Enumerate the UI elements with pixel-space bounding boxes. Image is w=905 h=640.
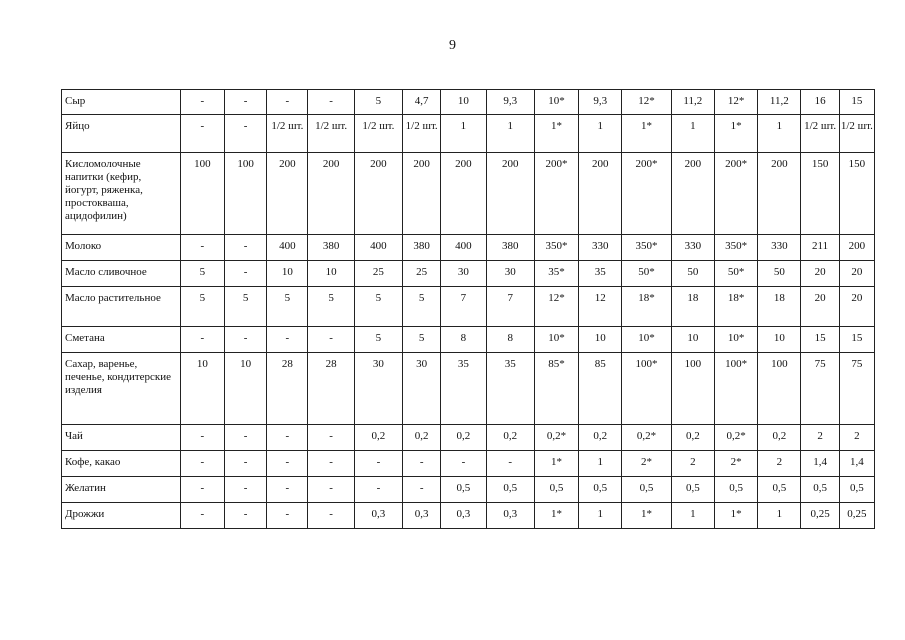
table-cell: 2 — [801, 425, 839, 451]
table-cell: 0,3 — [486, 503, 534, 529]
table-cell: 5 — [224, 287, 266, 327]
table-cell: 0,2 — [671, 425, 714, 451]
table-cell: - — [180, 477, 224, 503]
table-cell: 100 — [671, 353, 714, 425]
table-cell: 15 — [839, 327, 874, 353]
table-row — [62, 261, 875, 287]
table-cell: 400 — [354, 235, 402, 261]
table-cell: 0,5 — [579, 477, 622, 503]
table-cell: - — [224, 115, 266, 153]
table-row — [62, 353, 875, 425]
table-cell: 211 — [801, 235, 839, 261]
table-cell: 9,3 — [579, 90, 622, 115]
table-cell: 1 — [758, 115, 801, 153]
table-cell: 0,5 — [671, 477, 714, 503]
table-cell: 35 — [486, 353, 534, 425]
table-cell: - — [441, 451, 486, 477]
table-cell: 380 — [486, 235, 534, 261]
table-cell: 2* — [622, 451, 671, 477]
table-cell: 0,3 — [403, 503, 441, 529]
row-label: Сахар, варенье, печенье, кондитерские изделия — [62, 353, 181, 425]
row-label: Желатин — [62, 477, 181, 503]
table-cell: - — [308, 425, 354, 451]
table-cell: 11,2 — [671, 90, 714, 115]
table-cell: - — [224, 451, 266, 477]
table-cell: - — [308, 90, 354, 115]
table-cell: 1/2 шт. — [267, 115, 308, 153]
table-row — [62, 327, 875, 353]
table-cell: 330 — [671, 235, 714, 261]
table-cell: 50 — [758, 261, 801, 287]
table-cell: 150 — [839, 153, 874, 235]
table-cell: - — [180, 115, 224, 153]
table-cell: 380 — [308, 235, 354, 261]
table-cell: 50* — [622, 261, 671, 287]
table-cell: 2 — [671, 451, 714, 477]
table-cell: 5 — [180, 261, 224, 287]
row-label: Сметана — [62, 327, 181, 353]
table-cell: 0,2 — [758, 425, 801, 451]
table-row — [62, 425, 875, 451]
table-cell: - — [224, 90, 266, 115]
table-cell: 200 — [441, 153, 486, 235]
table-cell: 11,2 — [758, 90, 801, 115]
table-cell: 12 — [579, 287, 622, 327]
row-label: Сыр — [62, 90, 181, 115]
table-cell: 8 — [441, 327, 486, 353]
table-cell: 200* — [622, 153, 671, 235]
table-cell: 4,7 — [403, 90, 441, 115]
table-cell: - — [354, 451, 402, 477]
table-cell: 200* — [714, 153, 757, 235]
table-cell: 50 — [671, 261, 714, 287]
table-cell: 5 — [354, 327, 402, 353]
table-cell: 0,5 — [622, 477, 671, 503]
table-cell: 10* — [534, 90, 578, 115]
row-label: Молоко — [62, 235, 181, 261]
table-cell: 0,25 — [801, 503, 839, 529]
table-cell: - — [180, 503, 224, 529]
table-cell: 30 — [354, 353, 402, 425]
table-cell: 35 — [441, 353, 486, 425]
table-cell: 0,5 — [839, 477, 874, 503]
table-cell: - — [486, 451, 534, 477]
table-cell: 200 — [486, 153, 534, 235]
row-label: Масло растительное — [62, 287, 181, 327]
row-label: Масло сливочное — [62, 261, 181, 287]
table-row — [62, 153, 875, 235]
table-cell: 0,5 — [714, 477, 757, 503]
table-cell: 0,5 — [758, 477, 801, 503]
table-row — [62, 451, 875, 477]
table-cell: 12* — [714, 90, 757, 115]
table-cell: 30 — [486, 261, 534, 287]
table-cell: 12* — [622, 90, 671, 115]
table-cell: 30 — [403, 353, 441, 425]
table-cell: - — [224, 477, 266, 503]
table-row — [62, 90, 875, 115]
table-cell: 10* — [534, 327, 578, 353]
table-cell: 330 — [758, 235, 801, 261]
table-cell: - — [224, 327, 266, 353]
table-cell: 1 — [579, 115, 622, 153]
table-cell: 10 — [441, 90, 486, 115]
table-cell: - — [354, 477, 402, 503]
table-cell: 0,5 — [801, 477, 839, 503]
table-cell: 0,5 — [486, 477, 534, 503]
table-cell: 0,3 — [354, 503, 402, 529]
table-cell: 16 — [801, 90, 839, 115]
table-row — [62, 235, 875, 261]
table-cell: 1 — [671, 503, 714, 529]
table-cell: 1/2 шт. — [403, 115, 441, 153]
table-cell: 2 — [758, 451, 801, 477]
table-cell: 18* — [714, 287, 757, 327]
table-cell: 8 — [486, 327, 534, 353]
table-cell: 0,2 — [403, 425, 441, 451]
table-cell: 0,2 — [579, 425, 622, 451]
table-cell: 10 — [579, 327, 622, 353]
table-cell: 1* — [534, 503, 578, 529]
table-cell: 150 — [801, 153, 839, 235]
table-cell: 0,2 — [441, 425, 486, 451]
table-cell: 1 — [441, 115, 486, 153]
table-cell: 100 — [224, 153, 266, 235]
table-cell: 1 — [579, 503, 622, 529]
table-cell: 1,4 — [801, 451, 839, 477]
table-cell: 10 — [308, 261, 354, 287]
table-cell: 18* — [622, 287, 671, 327]
table-cell: 25 — [403, 261, 441, 287]
table-cell: 1,4 — [839, 451, 874, 477]
table-cell: 5 — [180, 287, 224, 327]
table-cell: 5 — [403, 287, 441, 327]
table-cell: 5 — [267, 287, 308, 327]
table-cell: 28 — [308, 353, 354, 425]
table-cell: 28 — [267, 353, 308, 425]
table-cell: 75 — [839, 353, 874, 425]
table-cell: 1* — [714, 115, 757, 153]
row-label: Дрожжи — [62, 503, 181, 529]
table-cell: 10* — [714, 327, 757, 353]
table-cell: 18 — [671, 287, 714, 327]
table-cell: 100* — [714, 353, 757, 425]
page-number: 9 — [449, 38, 456, 53]
table-cell: 10 — [671, 327, 714, 353]
table-cell: - — [308, 503, 354, 529]
table-cell: - — [180, 327, 224, 353]
table-cell: 400 — [441, 235, 486, 261]
table-row — [62, 477, 875, 503]
table-cell: 5 — [403, 327, 441, 353]
food-norms-table — [61, 89, 875, 529]
table-cell: 0,3 — [441, 503, 486, 529]
table-cell: 5 — [308, 287, 354, 327]
table-cell: 0,25 — [839, 503, 874, 529]
table-cell: 15 — [801, 327, 839, 353]
table-cell: 1 — [486, 115, 534, 153]
table-cell: 200 — [354, 153, 402, 235]
table-cell: 50* — [714, 261, 757, 287]
table-cell: 0,5 — [441, 477, 486, 503]
table-cell: - — [180, 235, 224, 261]
table-row — [62, 115, 875, 153]
table-cell: 7 — [441, 287, 486, 327]
table-cell: - — [267, 503, 308, 529]
table-cell: 0,2 — [486, 425, 534, 451]
row-label: Яйцо — [62, 115, 181, 153]
row-label: Кофе, какао — [62, 451, 181, 477]
table-cell: 100* — [622, 353, 671, 425]
table-cell: 1* — [622, 503, 671, 529]
table-cell: 200 — [579, 153, 622, 235]
table-cell: 1 — [671, 115, 714, 153]
table-cell: 2* — [714, 451, 757, 477]
table-row — [62, 503, 875, 529]
table-cell: 100 — [180, 153, 224, 235]
table-cell: 1/2 шт. — [839, 115, 874, 153]
table-cell: 20 — [801, 261, 839, 287]
table-cell: 200 — [403, 153, 441, 235]
table-cell: 30 — [441, 261, 486, 287]
table-cell: 75 — [801, 353, 839, 425]
table-cell: 350* — [534, 235, 578, 261]
table-cell: 200 — [308, 153, 354, 235]
table-cell: 200 — [758, 153, 801, 235]
table-cell: - — [403, 451, 441, 477]
table-cell: - — [267, 90, 308, 115]
table-cell: 20 — [839, 287, 874, 327]
table-cell: 35 — [579, 261, 622, 287]
table-cell: 1* — [534, 451, 578, 477]
table-cell: 0,2* — [534, 425, 578, 451]
table-cell: - — [267, 477, 308, 503]
table-cell: - — [180, 425, 224, 451]
table-row — [62, 287, 875, 327]
table-cell: 18 — [758, 287, 801, 327]
table-cell: 350* — [622, 235, 671, 261]
table-cell: 1* — [622, 115, 671, 153]
table-cell: 25 — [354, 261, 402, 287]
table-cell: - — [224, 261, 266, 287]
table-cell: 5 — [354, 287, 402, 327]
table-cell: 0,2* — [714, 425, 757, 451]
table-cell: 0,2 — [354, 425, 402, 451]
table-cell: 9,3 — [486, 90, 534, 115]
table-cell: 200* — [534, 153, 578, 235]
table-cell: 1 — [579, 451, 622, 477]
table-cell: 1 — [758, 503, 801, 529]
table-cell: 10 — [758, 327, 801, 353]
table-cell: 5 — [354, 90, 402, 115]
table-cell: 2 — [839, 425, 874, 451]
table-cell: - — [403, 477, 441, 503]
table-cell: 1* — [714, 503, 757, 529]
table-cell: 350* — [714, 235, 757, 261]
table-cell: 1/2 шт. — [801, 115, 839, 153]
table-cell: 10* — [622, 327, 671, 353]
table-cell: - — [267, 451, 308, 477]
table-cell: - — [224, 235, 266, 261]
table-cell: 7 — [486, 287, 534, 327]
table-cell: 380 — [403, 235, 441, 261]
table-cell: 10 — [224, 353, 266, 425]
row-label: Кисломолочные напитки (кефир, йогурт, ряженка, простокваша, ацидофилин) — [62, 153, 181, 235]
table-cell: - — [180, 90, 224, 115]
table-cell: 10 — [267, 261, 308, 287]
table-cell: 85 — [579, 353, 622, 425]
table-cell: 1/2 шт. — [354, 115, 402, 153]
table-cell: 10 — [180, 353, 224, 425]
table-cell: 200 — [267, 153, 308, 235]
table-cell: 12* — [534, 287, 578, 327]
table-cell: 1* — [534, 115, 578, 153]
table-cell: - — [224, 425, 266, 451]
table-cell: 200 — [839, 235, 874, 261]
table-cell: 85* — [534, 353, 578, 425]
table-cell: 1/2 шт. — [308, 115, 354, 153]
table-cell: 0,5 — [534, 477, 578, 503]
table-cell: - — [308, 327, 354, 353]
table-cell: 35* — [534, 261, 578, 287]
table-cell: 15 — [839, 90, 874, 115]
table-cell: 20 — [801, 287, 839, 327]
table-cell: - — [180, 451, 224, 477]
table-cell: 20 — [839, 261, 874, 287]
table-cell: 100 — [758, 353, 801, 425]
table-cell: 400 — [267, 235, 308, 261]
table-cell: - — [267, 425, 308, 451]
table-cell: 200 — [671, 153, 714, 235]
table-cell: 0,2* — [622, 425, 671, 451]
table-cell: - — [224, 503, 266, 529]
table-cell: - — [308, 477, 354, 503]
table-cell: - — [308, 451, 354, 477]
row-label: Чай — [62, 425, 181, 451]
table-cell: - — [267, 327, 308, 353]
table-cell: 330 — [579, 235, 622, 261]
